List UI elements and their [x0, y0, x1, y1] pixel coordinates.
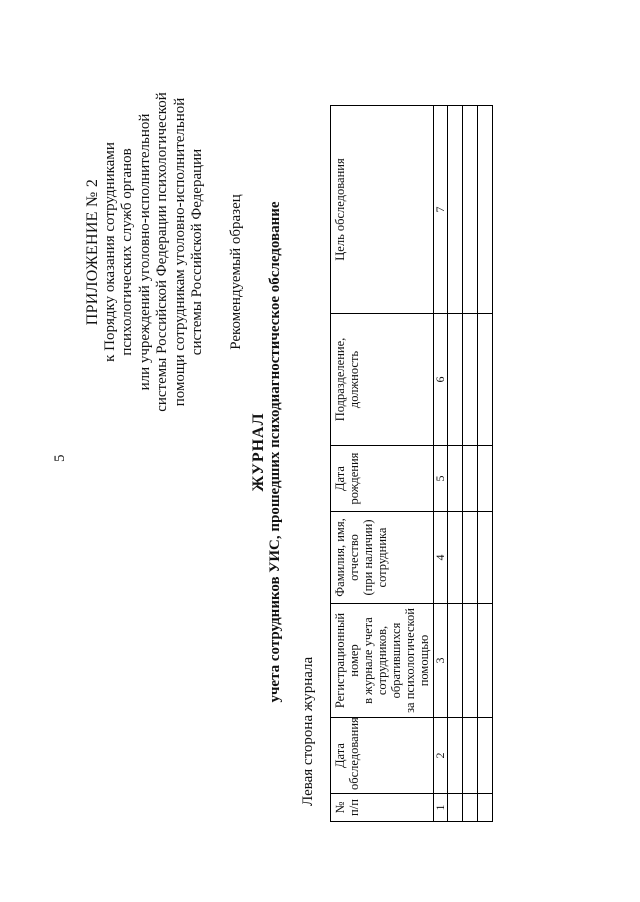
header-cell: Дата обследования: [331, 718, 434, 794]
journal-side-label: Левая сторона журнала: [300, 656, 316, 806]
appendix-heading: ПРИЛОЖЕНИЕ № 2: [84, 178, 101, 326]
empty-cell: [478, 314, 493, 446]
header-cell: Цель обследования: [331, 106, 434, 314]
table-header-row: [331, 106, 434, 822]
empty-cell: [448, 718, 463, 794]
column-number: 4: [434, 512, 448, 604]
appendix-line: психологических служб органов: [119, 148, 135, 356]
appendix-line: системы Российской Федерации: [189, 148, 205, 356]
empty-cell: [463, 446, 478, 512]
appendix-line: помощи сотрудникам уголовно-исполнительной: [171, 97, 188, 407]
empty-cell: [448, 446, 463, 512]
table-row: [478, 106, 493, 822]
table-row: [463, 106, 478, 822]
empty-cell: [448, 106, 463, 314]
appendix-line: к Порядку оказания сотрудниками: [101, 142, 118, 362]
appendix-line: системы Российской Федерации психологической: [154, 92, 170, 412]
empty-cell: [463, 106, 478, 314]
header-cell: № п/п: [331, 794, 434, 822]
table-row: [448, 106, 463, 822]
empty-cell: [478, 512, 493, 604]
empty-cell: [448, 604, 463, 718]
empty-cell: [478, 446, 493, 512]
appendix-block: [84, 72, 207, 432]
empty-cell: [448, 794, 463, 822]
column-number: 6: [434, 314, 448, 446]
header-cell: Фамилия, имя, отчество (при наличии) сотрудника: [331, 512, 434, 604]
column-number: 2: [434, 718, 448, 794]
journal-subtitle: учета сотрудников УИС, прошедших психодиагностическое обследование: [267, 201, 283, 703]
journal-table: [330, 105, 493, 822]
empty-cell: [463, 512, 478, 604]
header-cell: Регистрационный номер в журнале учета сотрудников, обратившихся за психологической помощью: [331, 604, 434, 718]
header-cell: Дата рождения: [331, 446, 434, 512]
column-number-row: [434, 106, 448, 822]
empty-cell: [463, 604, 478, 718]
column-number: 3: [434, 604, 448, 718]
column-number: 1: [434, 794, 448, 822]
empty-cell: [478, 794, 493, 822]
empty-cell: [478, 604, 493, 718]
empty-cell: [448, 512, 463, 604]
page-number: 5: [52, 454, 68, 462]
column-number: 5: [434, 446, 448, 512]
journal-title: ЖУРНАЛ: [250, 412, 267, 492]
empty-cell: [478, 106, 493, 314]
empty-cell: [478, 718, 493, 794]
column-number: 7: [434, 106, 448, 314]
empty-cell: [448, 314, 463, 446]
empty-cell: [463, 794, 478, 822]
header-cell: Подразделение, должность: [331, 314, 434, 446]
appendix-line: или учреждений уголовно-исполнительной: [136, 113, 153, 391]
journal-title-block: [250, 122, 284, 782]
empty-cell: [463, 314, 478, 446]
empty-cell: [463, 718, 478, 794]
recommended-sample-label: Рекомендуемый образец: [228, 194, 244, 350]
